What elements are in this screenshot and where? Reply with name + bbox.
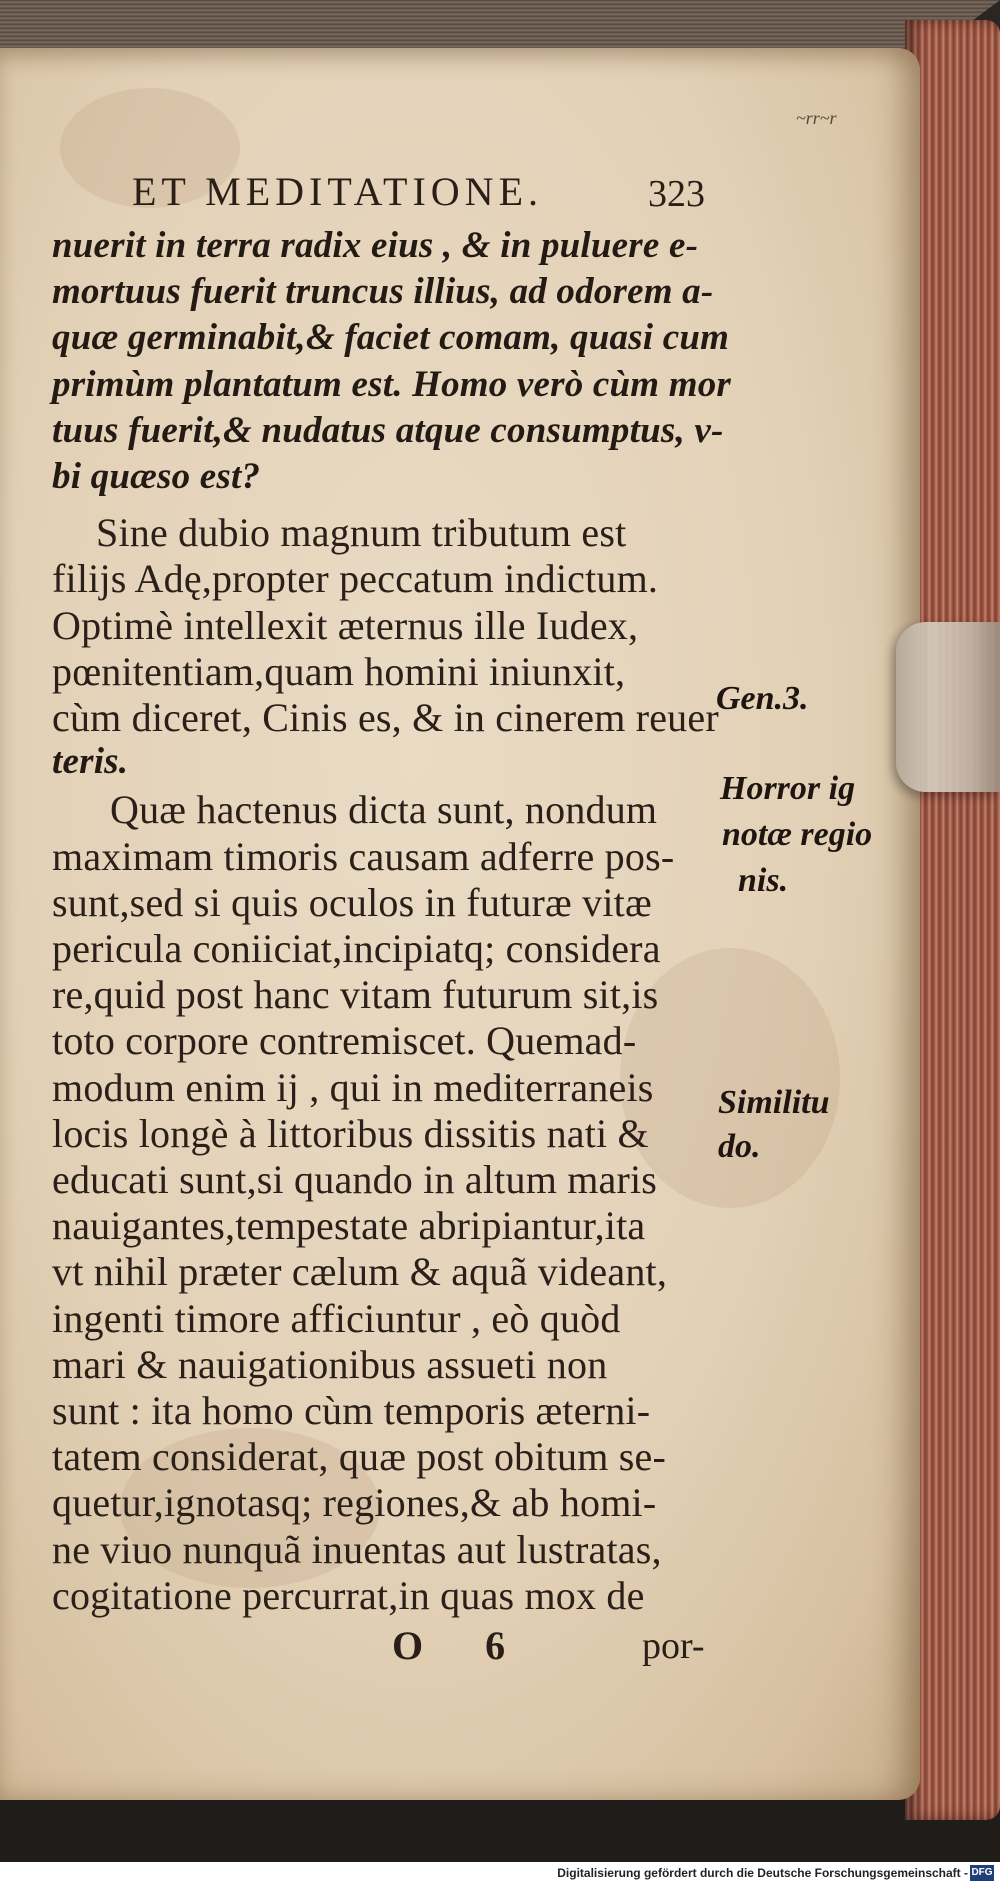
text-line: Quæ hactenus dicta sunt, nondum [110,787,658,833]
margin-note-horror-2: notæ regio [722,816,873,853]
signature-mark: O 6 [392,1623,532,1668]
text-line: Optimè intellexit æternus ille Iudex, [52,602,639,648]
bookmark-tab [896,622,1000,792]
text-line: nauigantes,tempestate abripiantur,ita [52,1203,646,1249]
text-line: ne viuo nunquã inuentas aut lustratas, [52,1526,662,1572]
text-line: teris. [52,741,129,783]
text-line: locis longè à littoribus dissitis nati & [52,1110,649,1156]
page-number: 323 [648,173,705,215]
text-line: vt nihil præter cælum & aquã videant, [52,1249,668,1295]
running-head: ET MEDITATIONE. [132,169,543,214]
text-block [0,48,920,1800]
text-line: cùm diceret, Cinis es, & in cinerem reuer [52,695,719,740]
text-line: filijs Adę,propter peccatum indictum. [52,556,659,602]
margin-note-horror-3: nis. [738,862,789,899]
text-line: sunt : ita homo cùm temporis æterni- [52,1388,651,1433]
text-line: mari & nauigationibus assueti non [52,1341,608,1387]
text-line: maximam timoris causam adferre pos- [52,833,675,879]
margin-note-gen: Gen.3. [716,680,809,717]
text-line: educati sunt,si quando in altum maris [52,1157,658,1202]
text-line: toto corpore contremiscet. Quemad- [52,1018,637,1064]
text-line: quæ germinabit,& faciet comam, quasi cum [52,317,730,359]
text-line: primùm plantatum est. Homo verò cùm mor [52,363,732,405]
text-line: quetur,ignotasq; regiones,& ab homi- [52,1480,657,1526]
catchword: por- [642,1625,705,1667]
text-line: bi quæso est? [52,456,261,497]
text-line: sunt,sed si quis oculos in futuræ vitæ [52,879,652,925]
text-line: Sine dubio magnum tributum est [96,510,627,556]
text-line: nuerit in terra radix eius , & in puluere e- [52,225,699,266]
text-line: tuus fuerit,& nudatus atque consumptus, v- [52,409,724,451]
corner-mark: ~rr~r [796,108,837,128]
text-line: tatem considerat, quæ post obitum se- [52,1434,666,1480]
margin-note-horror-1: Horror ig [720,770,856,807]
dfg-logo: DFG [970,1865,994,1881]
margin-note-simile-2: do. [718,1128,761,1165]
text-line: ingenti timore afficiuntur , eò quòd [52,1295,621,1341]
footer-credit: Digitalisierung gefördert durch die Deutsche Forschungsgemeinschaft - [557,1866,968,1880]
text-line: pericula coniiciat,incipiatq; considera [52,926,661,971]
margin-note-simile-1: Similitu [718,1084,830,1121]
text-line: cogitatione percurrat,in quas mox de [52,1572,645,1618]
text-line: pœnitentiam,quam homini iniunxit, [52,648,626,694]
page-paper [0,48,920,1800]
text-line: modum enim ij , qui in mediterraneis [52,1064,654,1110]
text-line: mortuus fuerit truncus illius, ad odorem a- [52,271,714,313]
text-line: re,quid post hanc vitam futurum sit,is [52,972,659,1018]
